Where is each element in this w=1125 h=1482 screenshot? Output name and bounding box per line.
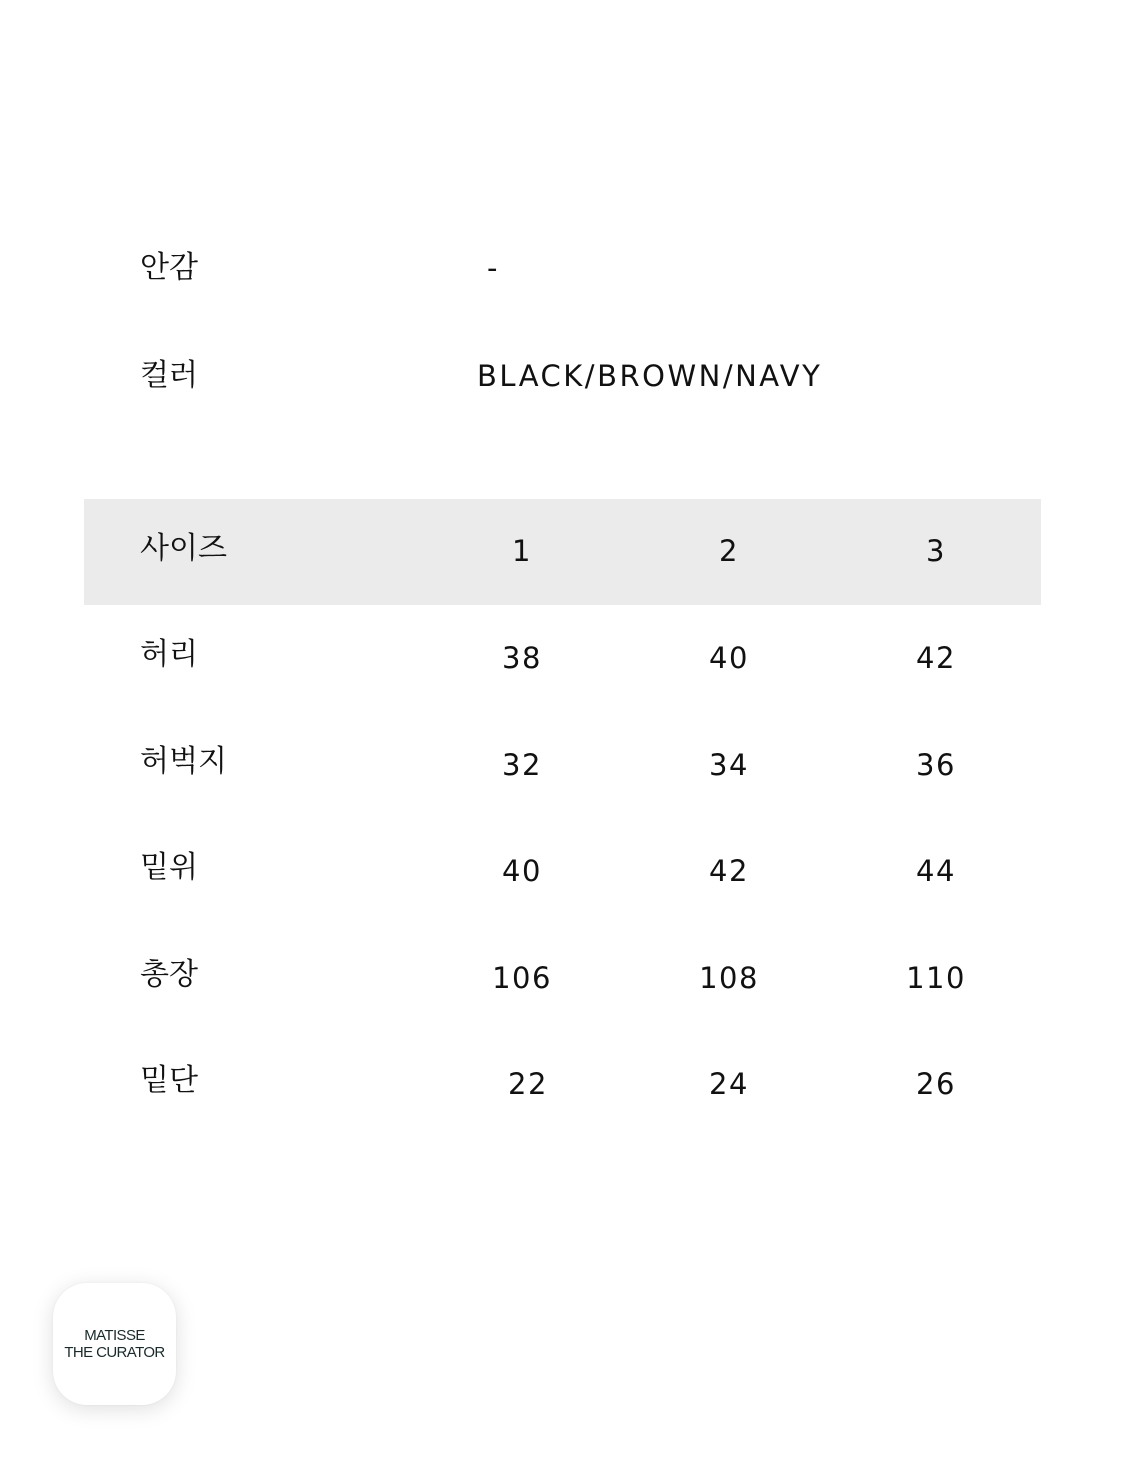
cell-value: 110: [906, 960, 966, 995]
size-col-2: 2: [719, 534, 739, 568]
table-row-rise: [84, 818, 1041, 925]
row-label: 허리: [140, 637, 198, 672]
cell-value: 38: [502, 641, 542, 675]
size-table-header: [84, 499, 1041, 605]
cell-value: 106: [492, 960, 552, 995]
table-row-total-length: [84, 925, 1041, 1032]
cell-value: 22: [508, 1067, 548, 1101]
table-row-thigh: [84, 712, 1041, 819]
table-row-waist: [84, 605, 1041, 712]
size-table: [84, 499, 1041, 1138]
size-header-label: 사이즈: [140, 531, 227, 566]
brand-logo-line-2: THE CURATOR: [64, 1344, 165, 1361]
row-label: 총장: [140, 956, 198, 992]
color-label: 컬러: [140, 358, 198, 393]
cell-value: 42: [709, 854, 749, 888]
lining-value: -: [487, 251, 500, 285]
row-label: 허벅지: [140, 743, 227, 779]
size-col-3: 3: [926, 534, 946, 568]
size-col-1: 1: [512, 534, 532, 568]
color-value: BLACK/BROWN/NAVY: [477, 359, 823, 393]
table-row-hem: [84, 1031, 1041, 1138]
brand-logo-button[interactable]: [53, 1283, 176, 1405]
cell-value: 26: [916, 1067, 956, 1101]
cell-value: 32: [502, 747, 542, 782]
cell-value: 44: [916, 854, 956, 888]
info-row-color: [140, 346, 1040, 406]
cell-value: 108: [699, 960, 759, 995]
cell-value: 40: [709, 641, 749, 675]
cell-value: 40: [502, 854, 542, 888]
row-label: 밑위: [140, 850, 198, 885]
lining-label: 안감: [140, 250, 198, 285]
cell-value: 36: [916, 747, 956, 782]
cell-value: 24: [709, 1067, 749, 1101]
row-label: 밑단: [140, 1063, 198, 1098]
cell-value: 42: [916, 641, 956, 675]
info-row-lining: [140, 238, 1040, 298]
cell-value: 34: [709, 747, 749, 782]
brand-logo-line-1: MATISSE: [84, 1327, 145, 1344]
